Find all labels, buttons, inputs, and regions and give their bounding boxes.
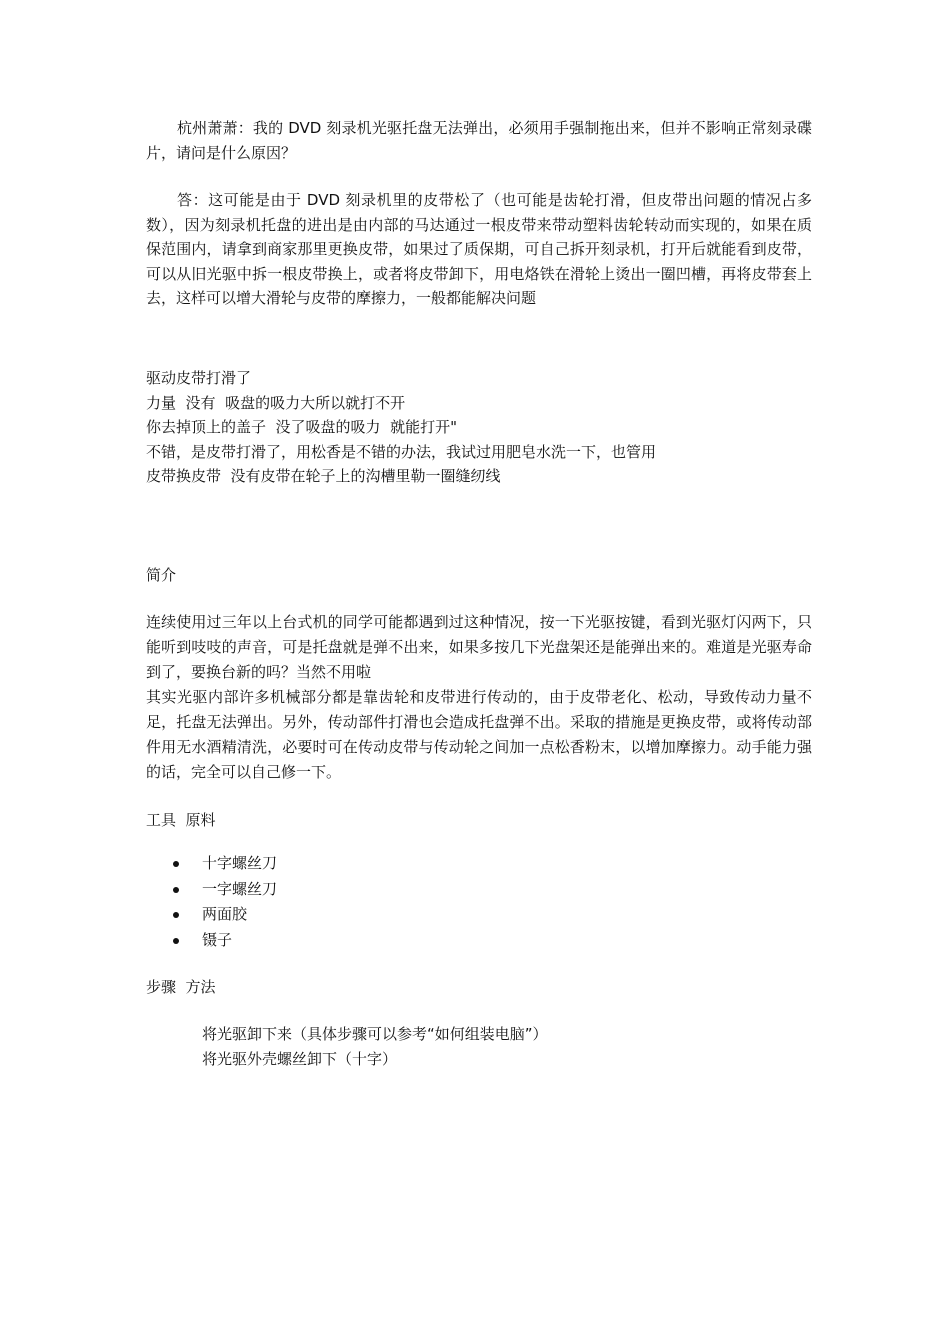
- steps-list: [202, 1022, 882, 1071]
- qa-answer: 答：这可能是由于 DVD 刻录机里的皮带松了（也可能是齿轮打滑，但皮带出问题的情况占多数），因为刻录机托盘的进出是由内部的马达通过一根皮带来带动塑料齿轮转动而实现的，如果在质保范围内，请拿到商家那里更换皮带，如果过了质保期，可自己拆开刻录机，打开后就能看到皮带，可以从旧光驱中拆一根皮带换上，或者将皮带卸下，用电烙铁在滑轮上烫出一圈凹槽，再将皮带套上去，这样可以增大滑轮与皮带的摩擦力，一般都能解决问题: [146, 191, 812, 307]
- intro-body: [146, 610, 812, 785]
- forum-line: 驱动皮带打滑了: [146, 369, 252, 387]
- bullet-icon: [173, 861, 179, 867]
- tool-label: 十字螺丝刀: [202, 854, 278, 872]
- bullet-icon: [173, 938, 179, 944]
- intro-paragraph: 连续使用过三年以上台式机的同学可能都遇到过这种情况，按一下光驱按键，看到光驱灯闪两下，只能听到吱吱的声音，可是托盘就是弹不出来，如果多按几下光盘架还是能弹出来的。难道是光驱寿命到了，要换台新的吗？当然不用啦: [146, 613, 812, 681]
- forum-line: 你去掉顶上的盖子 没了吸盘的吸力 就能打开": [146, 418, 457, 436]
- forum-line: 力量 没有 吸盘的吸力大所以就打不开: [146, 393, 406, 412]
- list-item: [146, 902, 277, 928]
- intro-heading: 简介: [146, 566, 177, 584]
- forum-replies: [146, 366, 826, 489]
- list-item: [146, 851, 277, 877]
- forum-line: 皮带换皮带 没有皮带在轮子上的沟槽里勒一圈缝纫线: [146, 467, 501, 485]
- tool-label: 一字螺丝刀: [202, 879, 278, 898]
- step-line: 将光驱外壳螺丝卸下（十字）: [202, 1049, 398, 1068]
- bullet-icon: [173, 912, 179, 918]
- forum-line: 不错，是皮带打滑了，用松香是不错的办法，我试过用肥皂水洗一下，也管用: [146, 442, 657, 461]
- bullet-icon: [173, 887, 179, 893]
- step-line: 将光驱卸下来（具体步骤可以参考“如何组装电脑”）: [202, 1025, 548, 1043]
- tool-label: 两面胶: [202, 905, 248, 923]
- tools-heading: 工具 原料: [146, 811, 216, 829]
- list-item: [146, 877, 277, 903]
- tool-label: 镊子: [202, 930, 233, 949]
- intro-paragraph: 其实光驱内部许多机械部分都是靠齿轮和皮带进行传动的，由于皮带老化、松动，导致传动力量不足，托盘无法弹出。另外，传动部件打滑也会造成托盘弹不出。采取的措施是更换皮带，或将传动部件用无水酒精清洗，必要时可在传动皮带与传动轮之间加一点松香粉末，以增加摩擦力。动手能力强的话，完全可以自己修一下。: [146, 688, 812, 781]
- qa-question: 杭州萧萧：我的 DVD 刻录机光驱托盘无法弹出，必须用手强制拖出来，但并不影响正常刻录碟片，请问是什么原因？: [146, 119, 812, 162]
- tools-list: [146, 851, 277, 953]
- list-item: [146, 928, 277, 954]
- steps-heading: 步骤 方法: [146, 978, 216, 996]
